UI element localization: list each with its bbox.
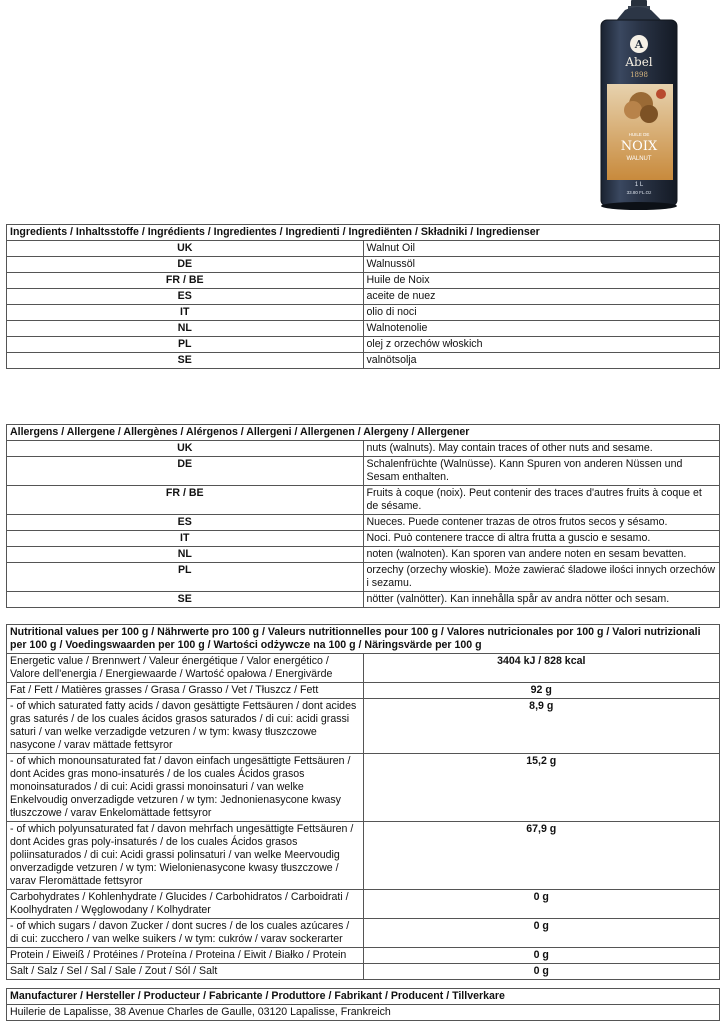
table-row [7,547,720,563]
table-row [7,592,720,608]
label-main: NOIX [620,139,658,154]
nutrient-value: 92 g [363,683,720,699]
lang-code: UK [7,241,364,257]
nutrient-value: 0 g [363,948,720,964]
nutrient-label: Energetic value / Brennwert / Valeur énergétique / Valor energético / Valore dell'energia / Energiewaarde / Wartość opałowa / Energivärde [7,654,364,683]
nutrient-label: Salt / Salz / Sel / Sal / Sale / Zout / Sól / Salt [7,964,364,980]
nutrient-value: 8,9 g [363,699,720,754]
ingredient-text: olio di noci [363,305,720,321]
lang-code: DE [7,457,364,486]
table-row [7,531,720,547]
nutrient-value: 67,9 g [363,822,720,890]
allergen-text: nuts (walnuts). May contain traces of other nuts and sesame. [363,441,720,457]
table-row [7,654,720,683]
allergen-text: Noci. Può contenere tracce di altra frutta a guscio e sesamo. [363,531,720,547]
table-row [7,337,720,353]
allergens-table [6,424,720,608]
brand-year: 1898 [630,71,648,79]
table-row [7,822,720,890]
nutrient-label: - of which polyunsaturated fat / davon mehrfach ungesättigte Fettsäuren / dont Acides gras poly-insaturés / de los cuales Ácidos grasos poliinsaturados / di cui: Acidi grassi polinsaturi / van welke Meervoudig onverzadigde vetzuren / w tym: Wielonienasycone kwasy tłuszczowe / varav Fleromättade fettsyror [7,822,364,890]
lang-code: FR / BE [7,486,364,515]
lang-code: IT [7,531,364,547]
lang-code: ES [7,289,364,305]
table-row [7,441,720,457]
nutrient-label: Fat / Fett / Matières grasses / Grasa / Grasso / Vet / Tłuszcz / Fett [7,683,364,699]
nutrient-label: Carbohydrates / Kohlenhydrate / Glucides / Carbohidratos / Carboidrati / Koolhydraten / Węglowodany / Kolhydrater [7,890,364,919]
brand-initial: A [634,38,644,51]
ingredient-text: aceite de nuez [363,289,720,305]
lang-code: PL [7,337,364,353]
nutrition-table [6,624,720,980]
volume-floz: 33.80 FL.Oz [626,190,652,195]
table-row [7,321,720,337]
allergen-text: orzechy (orzechy włoskie). Może zawierać śladowe ilości innych orzechów i sezamu. [363,563,720,592]
lang-code: UK [7,441,364,457]
table-row [7,515,720,531]
nutrient-value: 0 g [363,964,720,980]
table-row [7,289,720,305]
table-row [7,683,720,699]
nutrient-label: - of which sugars / davon Zucker / dont sucres / de los cuales azúcares / di cui: zucchero / van welke suikers / w tym: cukrów / varav sockerarter [7,919,364,948]
ingredients-header: Ingredients / Inhaltsstoffe / Ingrédients / Ingredientes / Ingredienti / Ingrediënten / Składniki / Ingredienser [7,225,720,241]
ingredient-text: Huile de Noix [363,273,720,289]
table-row [7,305,720,321]
manufacturer-table [6,988,720,1021]
lang-code: ES [7,515,364,531]
ingredient-text: valnötsolja [363,353,720,369]
allergens-header: Allergens / Allergene / Allergènes / Alérgenos / Allergeni / Allergenen / Alergeny / Allergener [7,425,720,441]
label-small: HUILE DE [628,132,650,137]
nutrient-label: - of which monounsaturated fat / davon einfach ungesättigte Fettsäuren / dont Acides gras mono-insaturés / de los cuales Ácidos grasos monoinsaturados / di cui: Acidi grassi monoinsaturi / van welke Enkelvoudig onverzadigde vetzuren / w tym: Jednonienasycone kwasy tłuszczowe / varav Enkelomättade fettsyror [7,754,364,822]
lang-code: IT [7,305,364,321]
lang-code: SE [7,592,364,608]
table-row [7,754,720,822]
ingredients-table [6,224,720,369]
nutrition-header: Nutritional values per 100 g / Nährwerte pro 100 g / Valeurs nutritionnelles pour 100 g / Valores nutricionales por 100 g / Valori nutrizionali per 100 g / Voedingswaarden per 100 g / Wartości odżywcze na 100 g / Näringsvärde per 100 g [7,625,720,654]
table-row [7,353,720,369]
nutrient-label: - of which saturated fatty acids / davon gesättigte Fettsäuren / dont acides gras saturés / de los cuales ácidos grasos saturados / di cui: acidi grassi saturi / van welke verzadigde vetzuren / w tym: kwasy tłuszczowe nasycone / varav mättade fettsyror [7,699,364,754]
lang-code: NL [7,321,364,337]
allergen-text: noten (walnoten). Kan sporen van andere noten en sesam bevatten. [363,547,720,563]
table-row [7,486,720,515]
ingredient-text: Walnussöl [363,257,720,273]
table-row [7,964,720,980]
nutrient-label: Protein / Eiweiß / Protéines / Proteína / Proteina / Eiwit / Białko / Protein [7,948,364,964]
brand-name: Abel [625,55,653,69]
lang-code: PL [7,563,364,592]
table-row [7,457,720,486]
lang-code: NL [7,547,364,563]
manufacturer-address: Huilerie de Lapalisse, 38 Avenue Charles de Gaulle, 03120 Lapalisse, Frankreich [7,1005,720,1021]
nutrient-value: 15,2 g [363,754,720,822]
volume: 1 L [634,182,644,188]
nutrient-value: 3404 kJ / 828 kcal [363,654,720,683]
ingredient-text: Walnut Oil [363,241,720,257]
table-row [7,919,720,948]
table-row [7,1005,720,1021]
product-image [591,0,685,212]
table-row [7,257,720,273]
ingredient-text: olej z orzechów włoskich [363,337,720,353]
table-row [7,563,720,592]
table-row [7,948,720,964]
table-row [7,890,720,919]
nutrient-value: 0 g [363,919,720,948]
ingredient-text: Walnotenolie [363,321,720,337]
lang-code: SE [7,353,364,369]
allergen-text: Fruits à coque (noix). Peut contenir des traces d'autres fruits à coque et de sésame. [363,486,720,515]
manufacturer-header: Manufacturer / Hersteller / Producteur / Fabricante / Produttore / Fabrikant / Producent / Tillverkare [7,989,720,1005]
table-row [7,241,720,257]
allergen-text: Nueces. Puede contener trazas de otros frutos secos y sésamo. [363,515,720,531]
lang-code: DE [7,257,364,273]
allergen-text: Schalenfrüchte (Walnüsse). Kann Spuren von anderen Nüssen und Sesam enthalten. [363,457,720,486]
label-english: WALNUT [626,156,652,162]
allergen-text: nötter (valnötter). Kan innehålla spår av andra nötter och sesam. [363,592,720,608]
table-row [7,699,720,754]
lang-code: FR / BE [7,273,364,289]
nutrient-value: 0 g [363,890,720,919]
table-row [7,273,720,289]
